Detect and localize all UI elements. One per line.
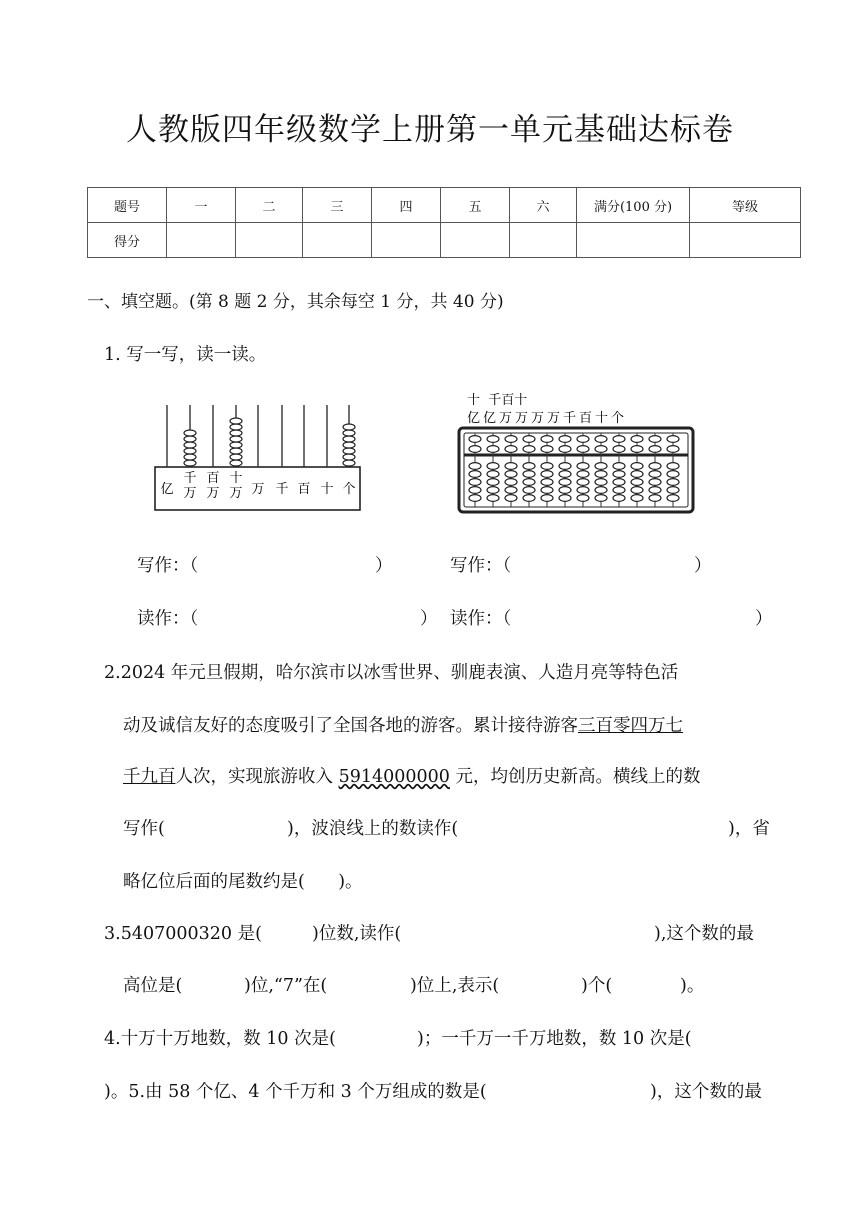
text: 元，均创历史新高。横线上的数 bbox=[449, 767, 701, 787]
score-table-header-row bbox=[88, 188, 801, 223]
abacus-bead bbox=[230, 460, 242, 466]
abacus-bead bbox=[343, 460, 355, 466]
text: 动及诚信友好的态度吸引了全国各地的游客。累计接待游客 bbox=[123, 716, 578, 736]
read-label: 读作：（ bbox=[450, 609, 512, 629]
abacus-place-label: 千 bbox=[183, 471, 197, 486]
abacus-bead bbox=[184, 460, 196, 466]
abacus-bead bbox=[541, 463, 553, 470]
abacus-place-label: 千 bbox=[275, 482, 289, 497]
question-4-line: 4.十万十万地数，数 10 次是( bbox=[104, 1029, 336, 1049]
score-input-cell[interactable] bbox=[303, 223, 372, 258]
abacus-bead bbox=[613, 479, 625, 486]
abacus-bead bbox=[523, 495, 535, 502]
abacus-bead bbox=[595, 463, 607, 470]
abacus-bead bbox=[631, 471, 643, 478]
abacus-bead bbox=[343, 430, 355, 436]
abacus-bead bbox=[631, 495, 643, 502]
abacus-bead bbox=[577, 495, 589, 502]
question-3-line: ),这个数的最 bbox=[654, 924, 754, 944]
abacus-bead bbox=[559, 487, 571, 494]
cell: 五 bbox=[441, 188, 510, 223]
question-3-line: )位数,读作( bbox=[312, 924, 402, 944]
abacus-bead bbox=[469, 446, 481, 453]
abacus-bead bbox=[487, 446, 499, 453]
score-input-cell[interactable] bbox=[441, 223, 510, 258]
abacus-bead bbox=[559, 463, 571, 470]
question-5-line: )，这个数的最 bbox=[650, 1082, 762, 1102]
question-5-line: )。5.由 58 个亿、4 个千万和 3 个万组成的数是( bbox=[104, 1082, 487, 1102]
abacus-bead bbox=[649, 495, 661, 502]
abacus-bead bbox=[541, 487, 553, 494]
question-2-line: )，波浪线上的数读作( bbox=[287, 819, 459, 839]
abacus-bead bbox=[667, 436, 679, 443]
score-table bbox=[87, 187, 801, 258]
cell: 题号 bbox=[88, 188, 167, 223]
write-label: 写作：（ bbox=[450, 556, 512, 576]
cell: 一 bbox=[167, 188, 236, 223]
abacus-bead bbox=[523, 463, 535, 470]
abacus-bead bbox=[469, 495, 481, 502]
abacus-bead bbox=[505, 495, 517, 502]
abacus-bead bbox=[184, 448, 196, 454]
abacus-bead bbox=[230, 424, 242, 430]
abacus-place-label: 十 bbox=[320, 482, 334, 497]
abacus-bead bbox=[649, 487, 661, 494]
question-2-line: 略亿位后面的尾数约是( )。 bbox=[123, 872, 363, 892]
abacus-bead bbox=[523, 436, 535, 443]
abacus-place-label: 百 bbox=[206, 471, 220, 486]
abacus-bead bbox=[667, 471, 679, 478]
abacus-bead bbox=[505, 463, 517, 470]
underlined-number: 千九百 bbox=[123, 767, 176, 787]
question-2-line: 2.2024 年元旦假期，哈尔滨市以冰雪世界、驯鹿表演、人造月亮等特色活 bbox=[104, 663, 679, 683]
abacus-bead bbox=[595, 495, 607, 502]
abacus-bead bbox=[541, 495, 553, 502]
abacus-bead bbox=[523, 471, 535, 478]
abacus-bead bbox=[649, 463, 661, 470]
abacus-place-label: 亿 bbox=[160, 482, 174, 497]
question-3-line: )位上,表示( bbox=[410, 976, 500, 996]
section-heading: 一、填空题。(第 8 题 2 分，其余每空 1 分，共 40 分) bbox=[87, 292, 504, 312]
abacus-bead bbox=[649, 446, 661, 453]
suanpan-abacus-figure bbox=[455, 392, 700, 517]
question-2-line bbox=[123, 763, 700, 788]
abacus-place-label: 个 bbox=[342, 482, 356, 497]
abacus-bead bbox=[343, 436, 355, 442]
abacus-bead bbox=[184, 454, 196, 460]
abacus-bead bbox=[469, 479, 481, 486]
abacus-bead bbox=[577, 479, 589, 486]
page-title: 人教版四年级数学上册第一单元基础达标卷 bbox=[126, 112, 734, 148]
abacus-bead bbox=[184, 436, 196, 442]
abacus-bead bbox=[649, 479, 661, 486]
question-1-label: 1. 写一写，读一读。 bbox=[104, 345, 267, 365]
abacus-bead bbox=[487, 479, 499, 486]
abacus-bead bbox=[505, 471, 517, 478]
abacus-bead bbox=[667, 479, 679, 486]
abacus-bead bbox=[541, 471, 553, 478]
cell: 六 bbox=[510, 188, 577, 223]
abacus-bead bbox=[541, 436, 553, 443]
abacus-place-label: 万 bbox=[229, 486, 243, 501]
abacus-bead bbox=[631, 487, 643, 494]
abacus-bead bbox=[343, 442, 355, 448]
abacus-place-label: 百 bbox=[297, 482, 311, 497]
abacus-bead bbox=[559, 479, 571, 486]
abacus-bead bbox=[487, 463, 499, 470]
score-input-cell[interactable] bbox=[577, 223, 690, 258]
abacus-bead bbox=[613, 471, 625, 478]
abacus-bead bbox=[541, 446, 553, 453]
abacus-place-label: 万 bbox=[183, 486, 197, 501]
abacus-bead bbox=[577, 446, 589, 453]
read-label: 读作：（ bbox=[137, 609, 199, 629]
abacus-bead bbox=[505, 487, 517, 494]
abacus-bead bbox=[469, 436, 481, 443]
abacus-bead bbox=[577, 487, 589, 494]
abacus-bead bbox=[595, 436, 607, 443]
abacus-bead bbox=[595, 471, 607, 478]
abacus-bead bbox=[649, 471, 661, 478]
abacus-bead bbox=[184, 430, 196, 436]
abacus-place-label: 十 bbox=[229, 471, 243, 486]
abacus-bead bbox=[559, 495, 571, 502]
abacus-bead bbox=[541, 479, 553, 486]
cell: 三 bbox=[303, 188, 372, 223]
abacus-bead bbox=[667, 446, 679, 453]
abacus-bead bbox=[230, 436, 242, 442]
wavy-underlined-number: 5914000000 bbox=[338, 767, 450, 787]
question-3-line: 高位是( bbox=[123, 976, 183, 996]
score-input-cell[interactable] bbox=[372, 223, 441, 258]
abacus-bead bbox=[487, 471, 499, 478]
abacus-bead bbox=[469, 487, 481, 494]
question-2-line bbox=[123, 712, 683, 737]
abacus-bead bbox=[523, 446, 535, 453]
cell: 二 bbox=[236, 188, 303, 223]
abacus-bead bbox=[631, 463, 643, 470]
abacus-bead bbox=[469, 471, 481, 478]
abacus-bead bbox=[343, 448, 355, 454]
question-4-line: )；一千万一千万地数，数 10 次是( bbox=[417, 1029, 692, 1049]
score-input-cell[interactable] bbox=[510, 223, 577, 258]
abacus-bead bbox=[184, 442, 196, 448]
abacus-bead bbox=[487, 495, 499, 502]
score-input-cell[interactable] bbox=[690, 223, 801, 258]
abacus-bead bbox=[505, 479, 517, 486]
abacus-bead bbox=[631, 436, 643, 443]
question-2-line: 写作( bbox=[123, 819, 165, 839]
abacus-bead bbox=[667, 487, 679, 494]
question-2-line: )，省 bbox=[728, 819, 770, 839]
paren-close: ） bbox=[375, 556, 393, 576]
score-table-score-row bbox=[88, 223, 801, 258]
write-label: 写作：（ bbox=[137, 556, 199, 576]
counting-frame-figure bbox=[150, 395, 365, 513]
abacus-bottom-labels: 亿亿万万万万千百十个 bbox=[467, 411, 628, 426]
abacus-bead bbox=[613, 436, 625, 443]
abacus-bead bbox=[559, 446, 571, 453]
abacus-bead bbox=[577, 463, 589, 470]
abacus-place-label: 万 bbox=[206, 486, 220, 501]
abacus-bead bbox=[487, 436, 499, 443]
abacus-bead bbox=[613, 446, 625, 453]
abacus-bead bbox=[613, 487, 625, 494]
abacus-bead bbox=[343, 454, 355, 460]
score-input-cell[interactable] bbox=[167, 223, 236, 258]
question-3-line: )位,“7”在( bbox=[244, 976, 328, 996]
abacus-top-labels: 十 千百十 bbox=[467, 393, 528, 408]
abacus-place-label: 万 bbox=[251, 482, 265, 497]
cell: 四 bbox=[372, 188, 441, 223]
text: 人次，实现旅游收入 bbox=[175, 767, 339, 787]
abacus-bead bbox=[577, 471, 589, 478]
cell: 满分(100 分) bbox=[577, 188, 690, 223]
abacus-bead bbox=[595, 446, 607, 453]
abacus-bead bbox=[613, 463, 625, 470]
paren-close: ） bbox=[694, 556, 712, 576]
score-input-cell[interactable] bbox=[236, 223, 303, 258]
abacus-bead bbox=[631, 446, 643, 453]
abacus-bead bbox=[631, 479, 643, 486]
question-3-line: )。 bbox=[680, 976, 705, 996]
question-3-line: )个( bbox=[581, 976, 613, 996]
abacus-bead bbox=[523, 487, 535, 494]
abacus-bead bbox=[595, 487, 607, 494]
abacus-bead bbox=[230, 448, 242, 454]
abacus-bead bbox=[230, 418, 242, 424]
underlined-number: 三百零四万七 bbox=[578, 716, 683, 736]
abacus-bead bbox=[230, 442, 242, 448]
abacus-bead bbox=[613, 495, 625, 502]
abacus-bead bbox=[469, 463, 481, 470]
paren-close: ） bbox=[755, 609, 773, 629]
abacus-bead bbox=[595, 479, 607, 486]
abacus-bead bbox=[523, 479, 535, 486]
abacus-bead bbox=[649, 436, 661, 443]
abacus-bead bbox=[667, 495, 679, 502]
cell: 得分 bbox=[88, 223, 167, 258]
abacus-bead bbox=[487, 487, 499, 494]
question-3-line: 3.5407000320 是( bbox=[104, 924, 262, 944]
abacus-bead bbox=[559, 436, 571, 443]
abacus-bead bbox=[343, 424, 355, 430]
cell: 等级 bbox=[690, 188, 801, 223]
paren-close: ） bbox=[420, 609, 438, 629]
abacus-bead bbox=[505, 446, 517, 453]
abacus-bead bbox=[230, 454, 242, 460]
abacus-bead bbox=[667, 463, 679, 470]
abacus-bead bbox=[230, 430, 242, 436]
abacus-bead bbox=[577, 436, 589, 443]
abacus-bead bbox=[559, 471, 571, 478]
abacus-bead bbox=[505, 436, 517, 443]
